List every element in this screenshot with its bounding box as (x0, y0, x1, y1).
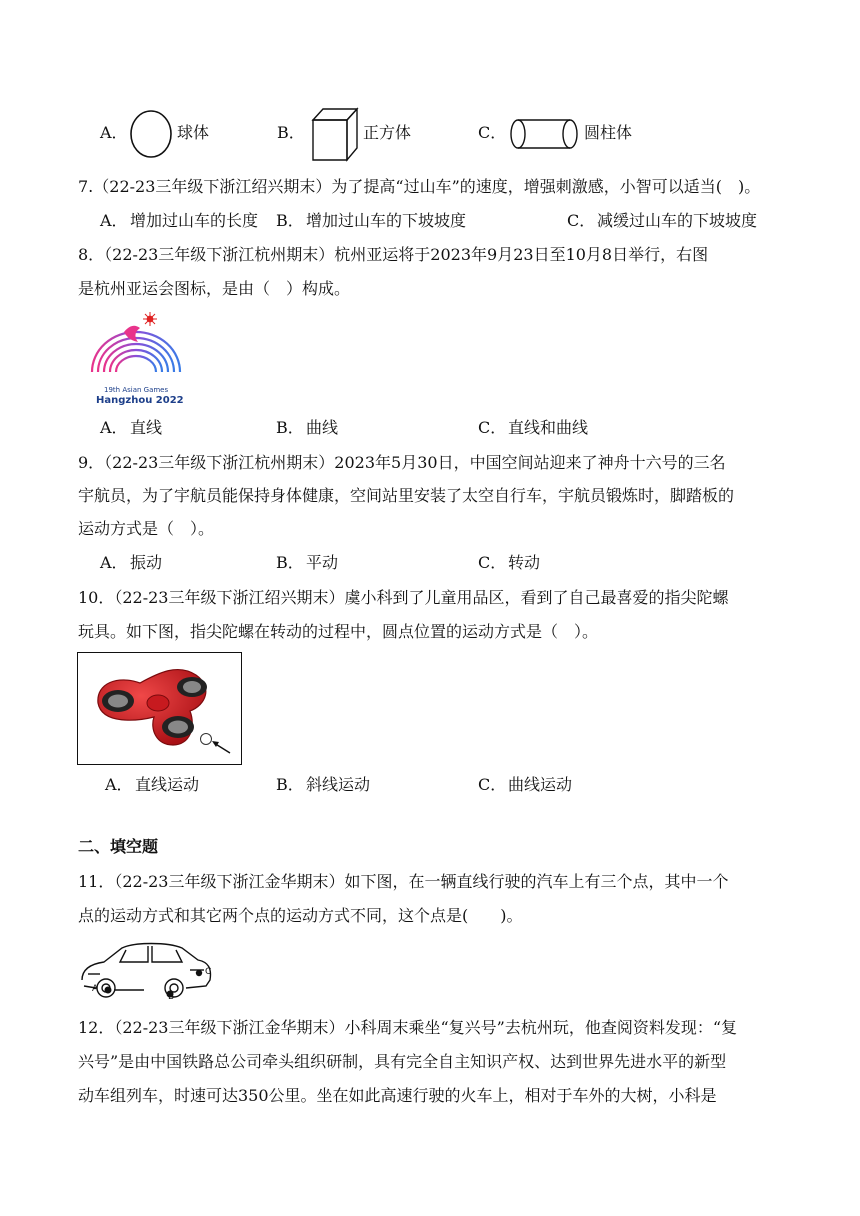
q10-stem-line-1: 10．（22-23三年级下浙江绍兴期末）虞小科到了儿童用品区，看到了自己最喜爱的指尖陀螺 (78, 588, 729, 607)
q7-option-c-letter: C． (567, 211, 596, 230)
q12-stem-line-2: 兴号”是由中国铁路总公司牵头组织研制，具有完全自主知识产权、达到世界先进水平的新型 (78, 1052, 727, 1071)
q10-option-b-letter: B． (276, 775, 304, 794)
q12-stem-line-3: 动车组列车，时速可达350公里。坐在如此高速行驶的火车上，相对于车外的大树，小科是 (78, 1086, 717, 1105)
q8-option-a-letter: A． (100, 418, 128, 437)
q9-option-b-text: 平动 (306, 553, 339, 572)
q10-option-c-text: 曲线运动 (508, 775, 573, 794)
q9-stem-line-3: 运动方式是（ ）。 (78, 519, 215, 538)
q10-option-a-text: 直线运动 (135, 775, 200, 794)
q6-option-c-text: 圆柱体 (584, 123, 633, 142)
q11-stem-line-1: 11．（22-23三年级下浙江金华期末）如下图，在一辆直线行驶的汽车上有三个点，其中一个 (78, 872, 729, 891)
car-point-label-c: C (205, 967, 212, 977)
q7-stem: 7.（22-23三年级下浙江绍兴期末）为了提高“过山车”的速度，增强刺激感，小智可以适当( )。 (78, 177, 761, 196)
car-icon (78, 940, 218, 1002)
q7-option-c-text: 减缓过山车的下坡坡度 (597, 211, 758, 230)
cylinder-icon (508, 117, 580, 151)
q10-stem-line-2: 玩具。如下图，指尖陀螺在转动的过程中，圆点位置的运动方式是（ ）。 (78, 622, 599, 641)
q7-option-a-text: 增加过山车的长度 (130, 211, 259, 230)
q11-stem-line-2: 点的运动方式和其它两个点的运动方式不同，这个点是( )。 (78, 906, 523, 925)
q8-option-b-letter: B． (276, 418, 304, 437)
hangzhou-asian-games-logo (86, 310, 186, 408)
q10-option-c-letter: C． (478, 775, 507, 794)
q8-option-b-text: 曲线 (306, 418, 339, 437)
q6-option-a-letter: A． (100, 123, 128, 142)
q6-option-b-letter: B． (277, 123, 305, 142)
q9-option-c-text: 转动 (508, 553, 541, 572)
logo-text-line-1: 19th Asian Games (104, 386, 169, 394)
section-title-fill-in: 二、填空题 (78, 837, 159, 856)
q12-stem-line-1: 12．（22-23三年级下浙江金华期末）小科周末乘坐“复兴号”去杭州玩，他查阅资料发现：“复 (78, 1018, 738, 1037)
asian-games-emblem-icon (86, 310, 186, 380)
car-figure (78, 940, 218, 1002)
q10-option-a-letter: A． (105, 775, 133, 794)
car-point-label-b: B (168, 992, 175, 1002)
q8-option-a-text: 直线 (130, 418, 163, 437)
q7-option-a-letter: A． (100, 211, 128, 230)
q8-stem-line-2: 是杭州亚运会图标，是由（ ）构成。 (78, 279, 351, 298)
fidget-spinner-icon (78, 653, 241, 764)
sphere-icon (128, 109, 174, 159)
q8-option-c-letter: C． (478, 418, 507, 437)
q10-option-b-text: 斜线运动 (306, 775, 371, 794)
q9-option-a-text: 振动 (130, 553, 163, 572)
q8-option-c-text: 直线和曲线 (508, 418, 589, 437)
q6-option-b-text: 正方体 (363, 123, 412, 142)
q6-option-a-text: 球体 (177, 123, 210, 142)
q9-option-c-letter: C． (478, 553, 507, 572)
q7-option-b-text: 增加过山车的下坡坡度 (306, 211, 467, 230)
cube-icon (311, 106, 359, 162)
q8-stem-line-1: 8．（22-23三年级下浙江杭州期末）杭州亚运将于2023年9月23日至10月8日举行，右图 (78, 245, 709, 264)
car-point-label-a: A (92, 984, 99, 994)
q9-stem-line-1: 9．（22-23三年级下浙江杭州期末）2023年5月30日，中国空间站迎来了神舟十六号的三名 (78, 453, 726, 472)
fidget-spinner-figure (77, 652, 242, 765)
q9-option-b-letter: B． (276, 553, 304, 572)
q9-option-a-letter: A． (100, 553, 128, 572)
q9-stem-line-2: 宇航员，为了宇航员能保持身体健康，空间站里安装了太空自行车，宇航员锻炼时，脚踏板的 (78, 486, 735, 505)
q6-option-c-letter: C． (478, 123, 507, 142)
logo-text-line-2: Hangzhou 2022 (96, 395, 184, 406)
q7-option-b-letter: B． (276, 211, 304, 230)
